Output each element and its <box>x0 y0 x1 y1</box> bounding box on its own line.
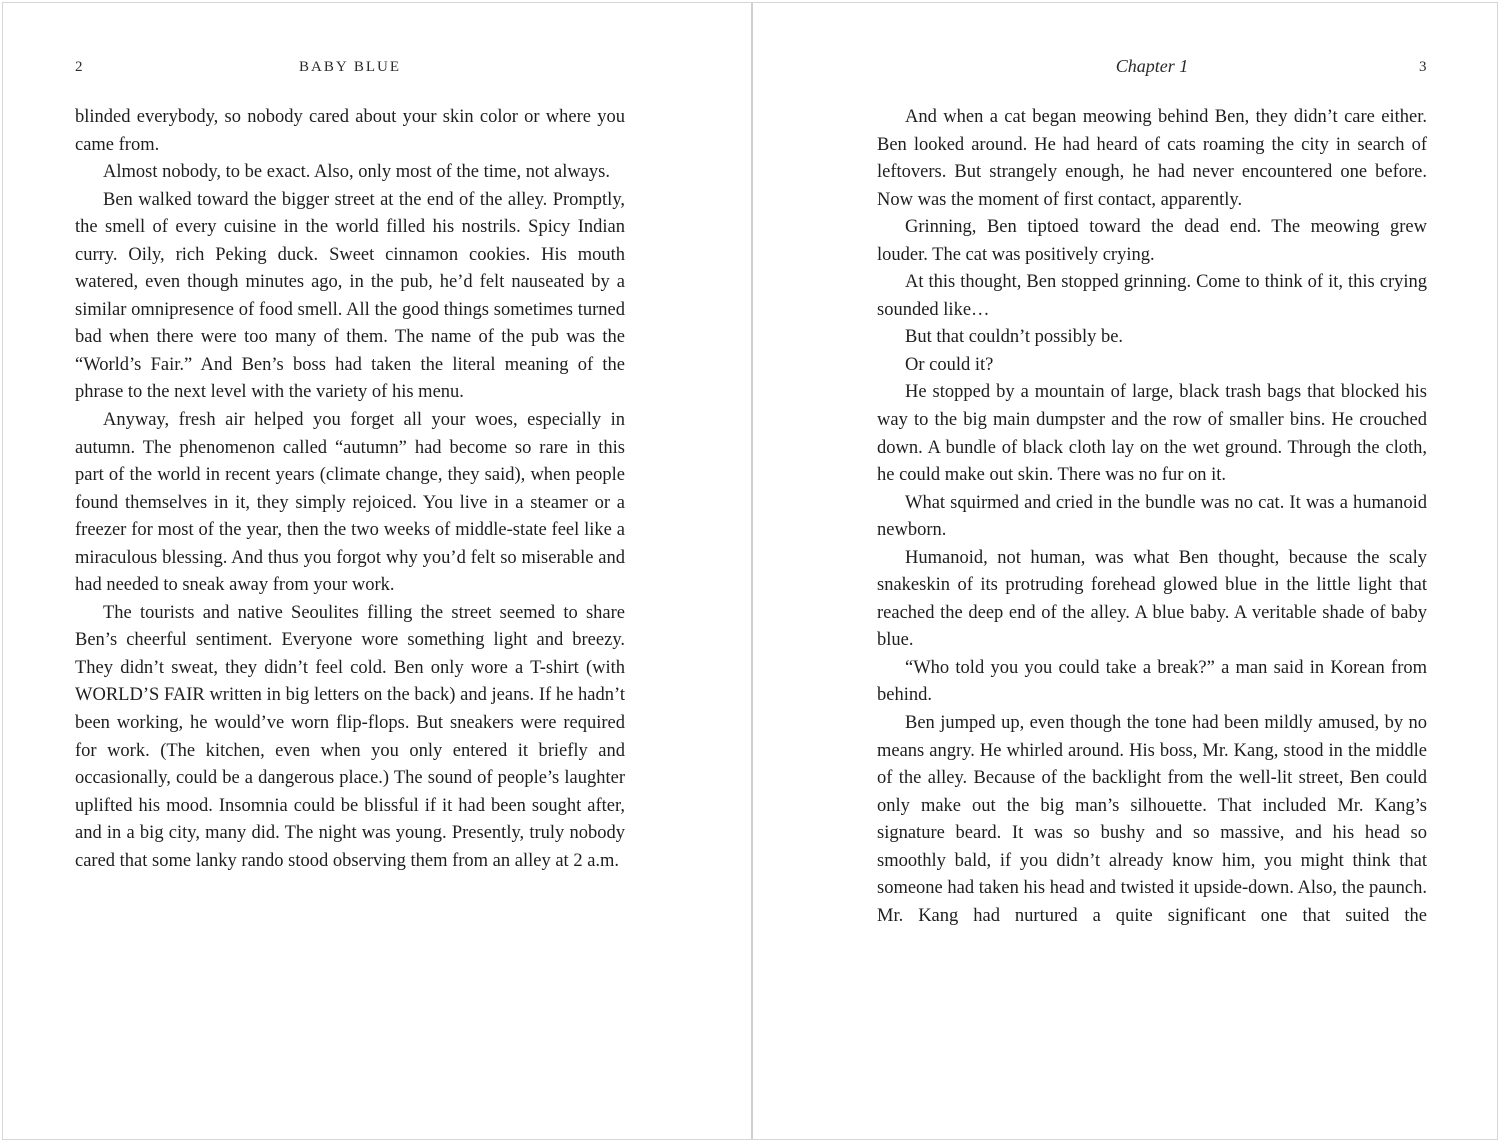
left-running-head <box>75 57 625 81</box>
paragraph: blinded everybody, so nobody cared about your skin color or where you came from. <box>75 107 625 155</box>
book-spread <box>2 2 1498 1140</box>
left-body-text <box>75 104 625 875</box>
left-page <box>3 3 751 1139</box>
book-title-header: BABY BLUE <box>298 59 402 75</box>
paragraph: Or could it? <box>905 354 994 375</box>
paragraph: Ben walked toward the bigger street at the end of the alley. Promptly, the smell of every cuisine in the world filled his nostrils. Spicy Indian curry. Oily, rich Peking duck. Sweet cinnamon cookies. His mouth watered, even though minutes ago, in the pub, he’d felt nauseated by a similar omnipresence of food smell. All the good things sometimes turned bad when there were too many of them. The name of the pub was the “World’s Fair.” And Ben’s boss had taken the literal meaning of the phrase to the next level with the variety of his menu. <box>75 189 625 403</box>
paragraph: Grinning, Ben tiptoed toward the dead end. The meowing grew louder. The cat was positively crying. <box>877 217 1427 265</box>
paragraph: Ben jumped up, even though the tone had been mildly amused, by no means angry. He whirled around. His boss, Mr. Kang, stood in the middle of the alley. Because of the backlight from the well-lit street, Ben could only make out the big man’s silhouette. That included Mr. Kang’s signature beard. It was so bushy and so massive, and his head so smoothly bald, if you didn’t already know him, you might think that someone had taken his head and twisted it upside-down. Also, the paunch. Mr. Kang had nurtured a quite significant one that suited the <box>877 713 1427 926</box>
paragraph: And when a cat began meowing behind Ben, they didn’t care either. Ben looked around. He had heard of cats roaming the city in search of leftovers. But strangely enough, he had never encountered one before. Now was the moment of first contact, apparently. <box>877 107 1427 210</box>
paragraph: Humanoid, not human, was what Ben thought, because the scaly snakeskin of its protruding forehead glowed blue in the little light that reached the deep end of the alley. A blue baby. A veritable shade of baby blue. <box>877 547 1427 651</box>
chapter-header: Chapter 1 <box>1115 56 1189 76</box>
page-number-right: 3 <box>1419 59 1427 75</box>
paragraph: Almost nobody, to be exact. Also, only most of the time, not always. <box>103 162 610 183</box>
paragraph: He stopped by a mountain of large, black trash bags that blocked his way to the big main dumpster and the row of smaller bins. He crouched down. A bundle of black cloth lay on the wet ground. Through the cloth, he could make out skin. There was no fur on it. <box>877 382 1427 486</box>
right-body-text <box>877 104 1427 930</box>
right-page <box>753 3 1497 1139</box>
paragraph: What squirmed and cried in the bundle was no cat. It was a humanoid newborn. <box>877 492 1427 541</box>
right-running-head <box>877 57 1427 81</box>
paragraph: “Who told you you could take a break?” a man said in Korean from behind. <box>877 657 1427 706</box>
paragraph: At this thought, Ben stopped grinning. Come to think of it, this crying sounded like… <box>877 272 1427 320</box>
paragraph: Anyway, fresh air helped you forget all your woes, especially in autumn. The phenomenon called “autumn” had become so rare in this part of the world in recent years (climate change, they said), when people found themselves in it, they simply rejoiced. You live in a steamer or a freezer for most of the year, then the two weeks of middle-state feel like a miraculous blessing. And thus you forgot why you’d felt so miserable and had needed to sneak away from your work. <box>75 410 625 596</box>
page-number-left: 2 <box>75 59 83 75</box>
paragraph: But that couldn’t possibly be. <box>905 327 1124 348</box>
paragraph: The tourists and native Seoulites filling the street seemed to share Ben’s cheerful sentiment. Everyone wore something light and breezy. They didn’t sweat, they didn’t feel cold. Ben only wore a T-shirt (with WORLD’S FAIR written in big letters on the back) and jeans. If he hadn’t been working, he would’ve worn flip-flops. But sneakers were required for work. (The kitchen, even when you only entered it briefly and occasionally, could be a dangerous place.) The sound of people’s laughter uplifted his mood. Insomnia could be blissful if it had been sought after, and in a big city, many did. The night was young. Presently, truly nobody cared that some lanky rando stood observing them from an alley at 2 a.m. <box>75 602 625 871</box>
